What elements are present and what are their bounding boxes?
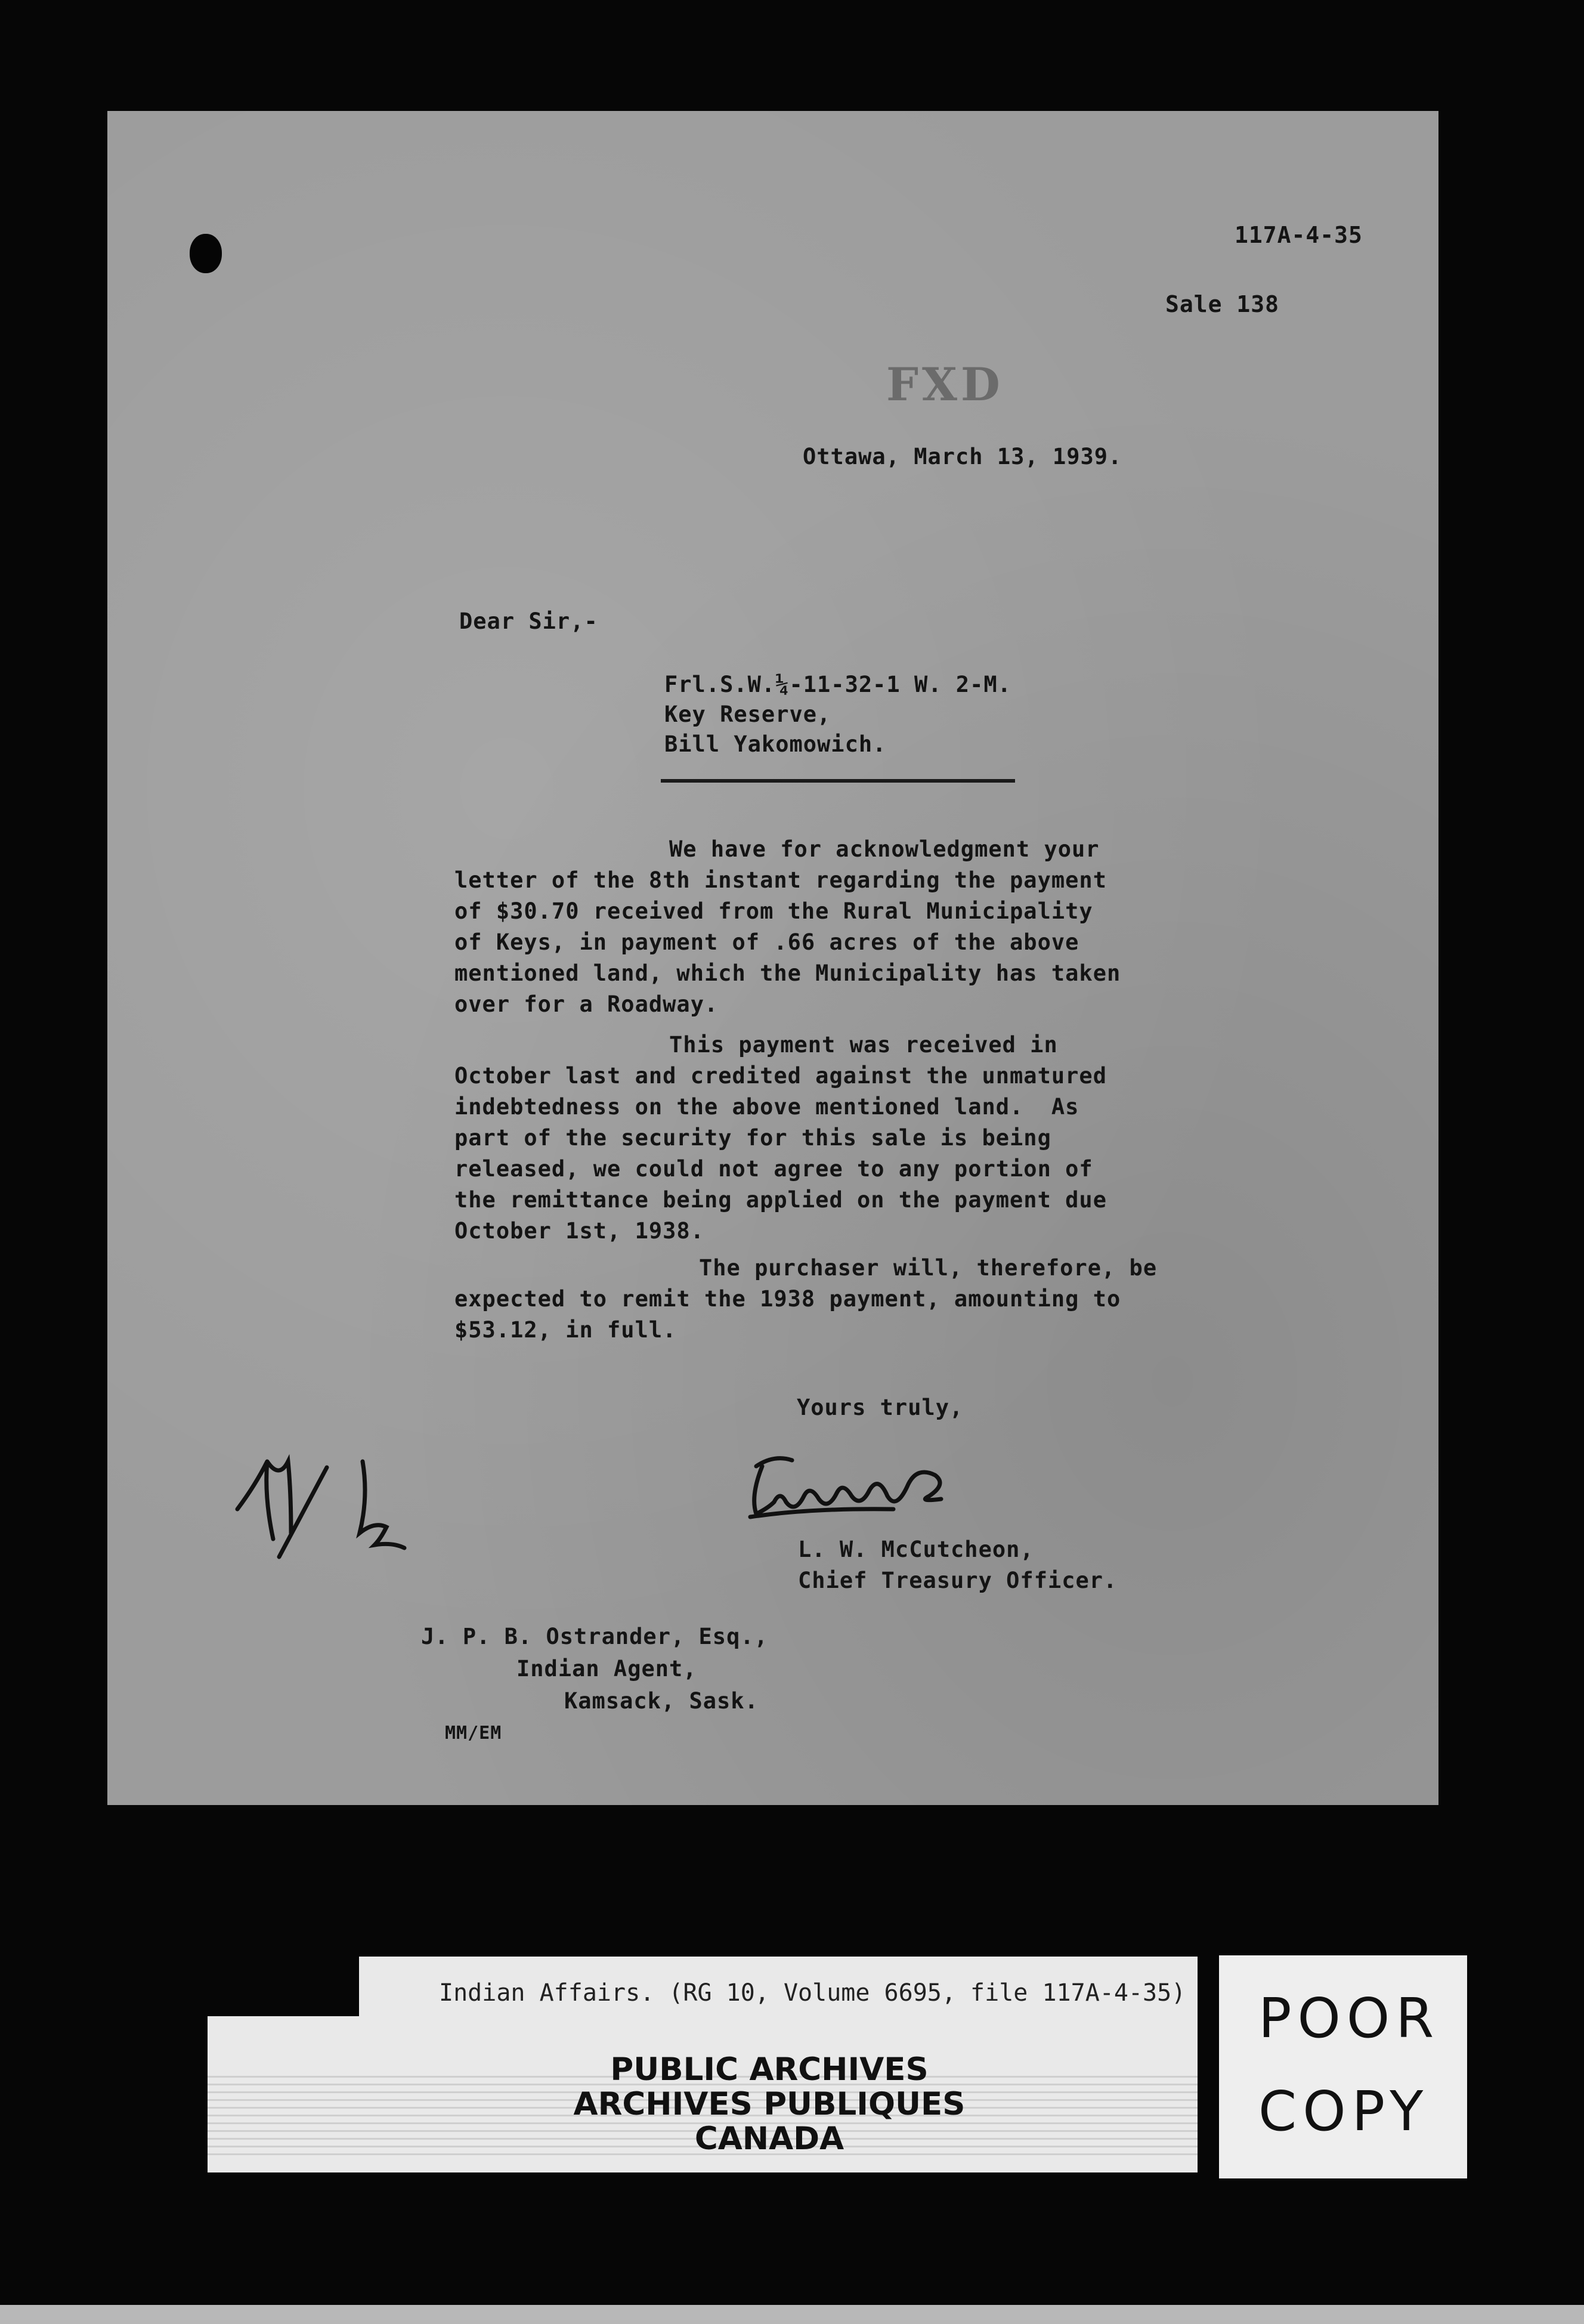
subject-underline [661, 779, 1015, 783]
signer-title: Chief Treasury Officer. [798, 1568, 1118, 1593]
archive-country: CANADA [694, 2121, 844, 2157]
quality-note-line-1: POOR [1258, 1986, 1440, 2050]
signer-name: L. W. McCutcheon, [798, 1537, 1034, 1562]
salutation: Dear Sir,- [459, 608, 598, 634]
handwritten-initials [231, 1444, 428, 1587]
punch-hole [190, 234, 222, 273]
received-stamp: FXD [886, 358, 1004, 411]
subject-line-1: Frl.S.W.¼-11-32-1 W. 2-M. [664, 672, 1011, 697]
archive-name-fr: ARCHIVES PUBLIQUES [573, 2086, 966, 2122]
file-reference: 117A-4-35 [1235, 222, 1363, 248]
signature [738, 1442, 989, 1532]
paragraph-2: This payment was received in October last and credited against the unmatured indebtedness on the above mentioned land. As part of the security for this sale is being released, we could not agree to any portion of the remittance being applied on the payment due October 1st, 1938. [454, 1032, 1107, 1244]
letter-page [107, 111, 1438, 1805]
subject-line-3: Bill Yakomowich. [664, 731, 887, 757]
subject-line-2: Key Reserve, [664, 701, 831, 727]
sale-number: Sale 138 [1165, 291, 1280, 317]
addressee-line-1: J. P. B. Ostrander, Esq., [421, 1624, 768, 1649]
archive-reference: Indian Affairs. (RG 10, Volume 6695, file 117A-4-35) [439, 1979, 1186, 2007]
paragraph-1: We have for acknowledgment your letter of the 8th instant regarding the payment of $30.70 received from the Rural Municipality of Keys, in payment of .66 acres of the above mentioned land, which the Municipality has taken over for a Roadway. [454, 836, 1121, 1017]
letter-date: Ottawa, March 13, 1939. [803, 444, 1122, 469]
archive-name-en: PUBLIC ARCHIVES [610, 2051, 929, 2088]
label-notch [208, 1957, 359, 2016]
addressee-line-2: Indian Agent, [516, 1656, 697, 1682]
closing: Yours truly, [797, 1395, 964, 1420]
quality-note-line-2: COPY [1258, 2079, 1430, 2143]
typist-initials: MM/EM [445, 1723, 502, 1744]
addressee-line-3: Kamsack, Sask. [564, 1688, 759, 1714]
paragraph-3: The purchaser will, therefore, be expected to remit the 1938 payment, amounting to $53.12, in full. [454, 1255, 1158, 1343]
film-edge [0, 2305, 1584, 2324]
